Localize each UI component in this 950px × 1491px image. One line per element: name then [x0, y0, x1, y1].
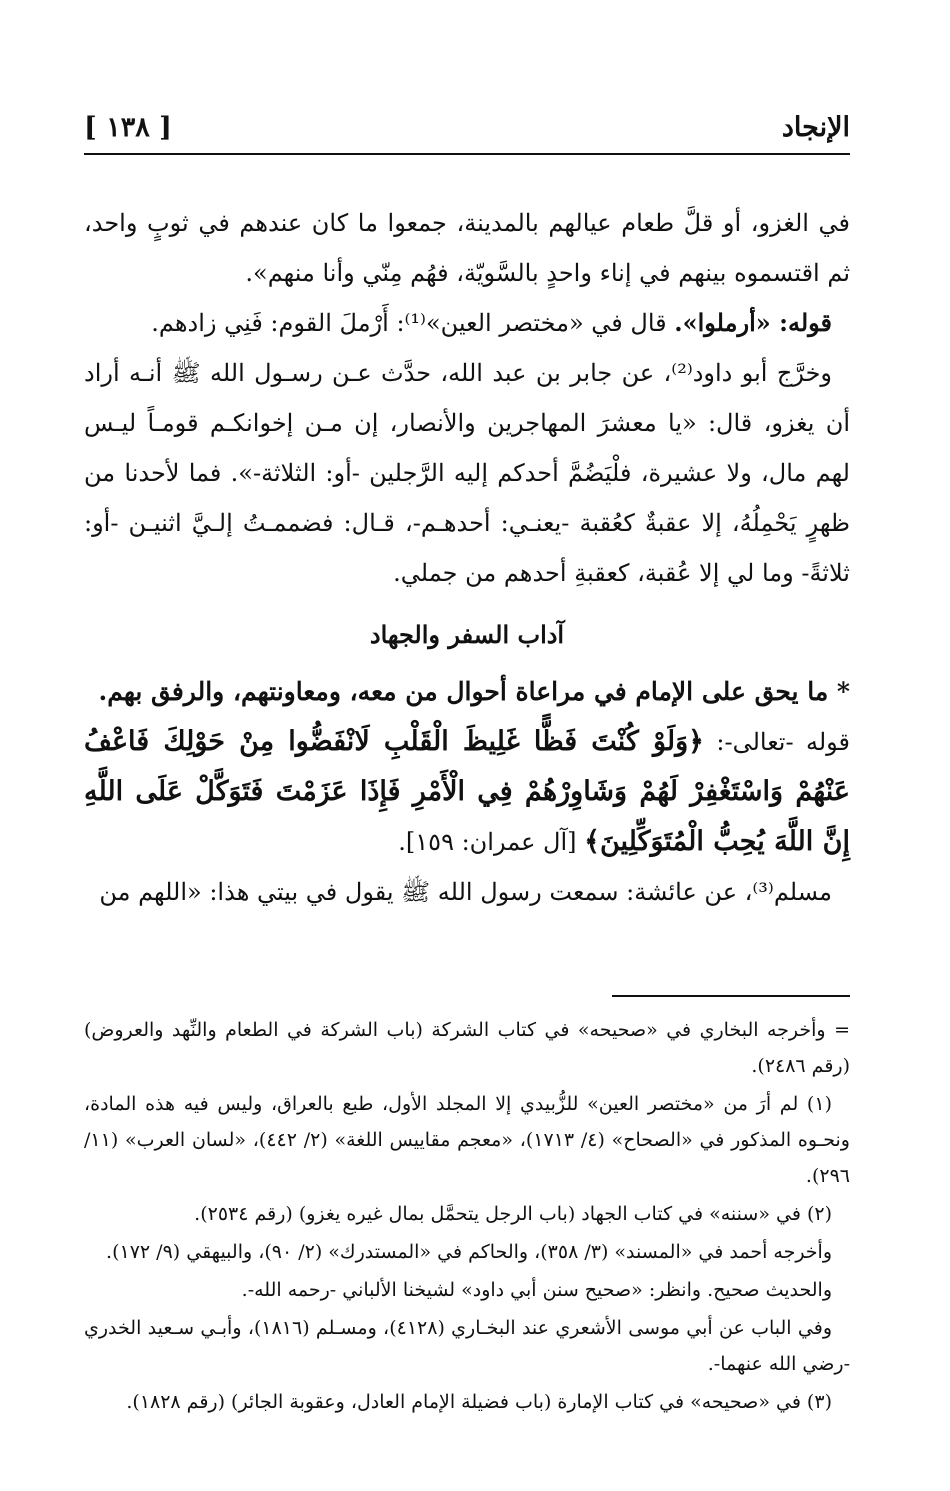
footnote-continuation: = وأخرجه البخاري في «صحيحه» في كتاب الشركة (باب الشركة في الطعام والنِّهد والعروض) (رقم ٢٤٨٦).: [84, 1019, 850, 1077]
paragraph-3: وخرَّج أبو داود⁽²⁾، عن جابر بن عبد الله، حدَّث عـن رسـول الله ﷺ أنـه أراد أن يغزو، قال: «يا معشرَ المهاجرين والأنصار، إن مـن إخوانكـم قومـاً ليـس لهم مال، ولا عشيرة، فلْيَضُمَّ أحدكم إليه الرَّجلين -أو: الثلاثة-». فما لأحدنا من ظهرٍ يَحْمِلُهُ، إلا عقبةٌ كعُقبة -يعنـي: أحدهـم-، قـال: فضممـتُ إلـيَّ اثنيـن -أو: ثلاثةً- وما لي إلا عُقبة، كعقبةِ أحدهم من جملي.: [84, 359, 851, 587]
page-header: [84, 104, 850, 154]
footnote-3: (٣) في «صحيحه» في كتاب الإمارة (باب فضيلة الإمام العادل، وعقوبة الجائر) (رقم ١٨٢٨).: [126, 1391, 832, 1413]
footnote-2-other-narrations: وفي الباب عن أبي موسى الأشعري عند البخـاري (٤١٢٨)، ومسـلم (١٨١٦)، وأبـي سـعيد الخدري -رضي الله عنهما-.: [84, 1317, 850, 1375]
main-text: [84, 198, 850, 917]
paragraph-2: [84, 298, 850, 348]
quran-verse: ﴿وَلَوْ كُنْتَ فَظًّا غَلِيظَ الْقَلْبِ لَانْفَضُّوا مِنْ حَوْلِكَ فَاعْفُ عَنْهُمْ وَاسْتَغْفِرْ لَهُمْ وَشَاوِرْهُمْ فِي الْأَمْرِ فَإِذَا عَزَمْتَ فَتَوَكَّلْ عَلَى اللَّهِ إِنَّ اللَّهَ يُحِبُّ الْمُتَوَكِّلِينَ﴾: [84, 726, 850, 857]
paragraph-2-lead: قوله: «أرملوا».: [674, 308, 832, 337]
footnote-2-grading: والحديث صحيح. وانظر: «صحيح سنن أبي داود» لشيخنا الألباني -رحمه الله-.: [241, 1279, 832, 1301]
paragraph-1: في الغزو، أو قلَّ طعام عيالهم بالمدينة، جمعوا ما كان عندهم في ثوبٍ واحد، ثم اقتسموه بينهم في إناء واحدٍ بالسَّويّة، فهُم مِنّي وأنا منهم».: [84, 209, 851, 287]
footnote-2-ahmad: وأخرجه أحمد في «المسند» (٣/ ٣٥٨)، والحاكم في «المستدرك» (٢/ ٩٠)، والبيهقي (٩/ ١٧٢).: [106, 1241, 832, 1263]
footnotes: [84, 1012, 850, 1422]
paragraph-2-text: قال في «مختصر العين»⁽¹⁾: أَرْملَ القوم: فَنِي زادهم.: [151, 309, 675, 337]
footnote-2: (٢) في «سننه» في كتاب الجهاد (باب الرجل يتحمَّل بمال غيره يغزو) (رقم ٢٥٣٤).: [194, 1203, 832, 1225]
footnote-divider: [612, 995, 850, 997]
header-divider: [84, 153, 850, 155]
section-title: آداب السفر والجهاد: [369, 620, 565, 649]
running-title: الإنجاد: [781, 112, 850, 143]
verse-reference: [آل عمران: ١٥٩].: [398, 828, 585, 856]
rule-heading: * ما يحق على الإمام في مراعاة أحوال من معه، ومعاونتهم، والرفق بهم.: [98, 677, 850, 706]
footnote-1: (١) لم أرَ من «مختصر العين» للزُّبيدي إلا المجلد الأول، طبع بالعراق، وليس فيه هذه المادة، ونحـوه المذكور في «الصحاح» (٤/ ١٧١٣)، «معجم مقاييس اللغة» (٢/ ٤٤٢)، «لسان العرب» (١١/ ٢٩٦).: [84, 1093, 850, 1187]
verse-intro: قوله -تعالى-:: [704, 728, 851, 756]
last-paragraph: مسلم⁽³⁾، عن عائشة: سمعت رسول الله ﷺ يقول في بيتي هذا: «اللهم من: [99, 878, 832, 906]
page-number: [ ١٣٨ ]: [84, 112, 172, 143]
verse-paragraph: [84, 717, 850, 867]
